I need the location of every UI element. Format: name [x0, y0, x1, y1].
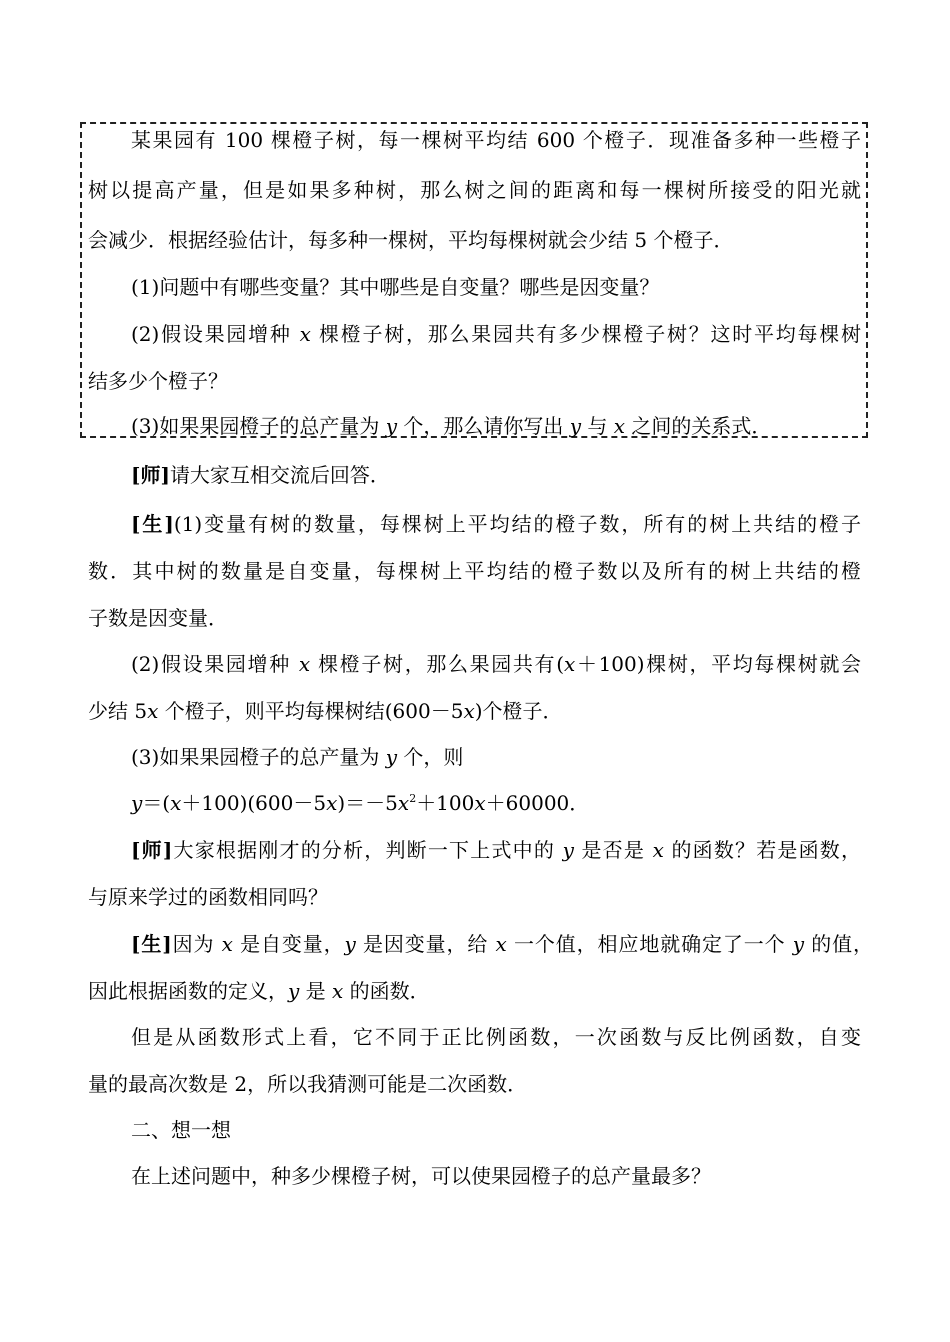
- student-answer-1-line-3: 子数是因变量．: [88, 606, 228, 630]
- teacher-tag: [师]: [131, 838, 173, 862]
- problem-line-3: 会减少．根据经验估计，每多种一棵树，平均每棵树就会少结 5 个橙子．: [88, 228, 734, 252]
- student-tag: [生]: [131, 512, 174, 536]
- teacher-line-2b: 与原来学过的函数相同吗？: [88, 885, 328, 909]
- problem-line-1: 某果园有 100 棵橙子树，每一棵树平均结 600 个橙子．现准备多种一些橙子: [131, 128, 861, 152]
- question-3: (3)如果果园橙子的总产量为 y 个，那么请你写出 y 与 x 之间的关系式．: [131, 414, 772, 438]
- teacher-line-2: [师]大家根据刚才的分析，判断一下上式中的 y 是否是 x 的函数？若是函数，: [131, 838, 862, 862]
- teacher-tag: [师]: [131, 463, 170, 487]
- formula: $y=(x+100)(600-5x)=-5x^2+100x+60000$．: [131, 791, 590, 815]
- section-heading: 二、想一想: [131, 1118, 231, 1142]
- paragraph-line-1: 但是从函数形式上看，它不同于正比例函数，一次函数与反比例函数，自变: [131, 1025, 861, 1049]
- question-2-line-2: 结多少个橙子？: [88, 369, 228, 393]
- exponent: 2: [409, 792, 417, 805]
- student-answer-1-line-2: 数．其中树的数量是自变量，每棵树上平均结的橙子数以及所有的树上共结的橙: [88, 559, 861, 583]
- student-answer-2-line-2: 因此根据函数的定义，y 是 x 的函数．: [88, 979, 430, 1003]
- answer-2-line-2: 少结 5x 个橙子，则平均每棵树结(600－5x)个橙子．: [88, 699, 563, 723]
- student-answer-2-line-1: [生]因为 x 是自变量，y 是因变量，给 x 一个值，相应地就确定了一个 y 的值，: [131, 932, 874, 956]
- question-1: (1)问题中有哪些变量？其中哪些是自变量？哪些是因变量？: [131, 275, 660, 299]
- answer-3: (3)如果果园橙子的总产量为 y 个，则: [131, 745, 464, 769]
- student-tag: [生]: [131, 932, 172, 956]
- paragraph-line-2: 量的最高次数是 2，所以我猜测可能是二次函数．: [88, 1072, 528, 1096]
- student-answer-1-line-1: [生](1)变量有树的数量，每棵树上平均结的橙子数，所有的树上共结的橙子: [131, 512, 861, 536]
- question-2-line-1: (2)假设果园增种 x 棵橙子树，那么果园共有多少棵橙子树？这时平均每棵树: [131, 322, 862, 346]
- answer-2-line-1: (2)假设果园增种 x 棵橙子树，那么果园共有(x＋100)棵树，平均每棵树就会: [131, 652, 861, 676]
- section-question: 在上述问题中，种多少棵橙子树，可以使果园橙子的总产量最多？: [131, 1164, 711, 1188]
- var-x: x: [299, 322, 311, 346]
- problem-line-2: 树以提高产量，但是如果多种树，那么树之间的距离和每一棵树所接受的阳光就: [88, 178, 861, 202]
- teacher-line-1: [师]请大家互相交流后回答．: [131, 463, 390, 487]
